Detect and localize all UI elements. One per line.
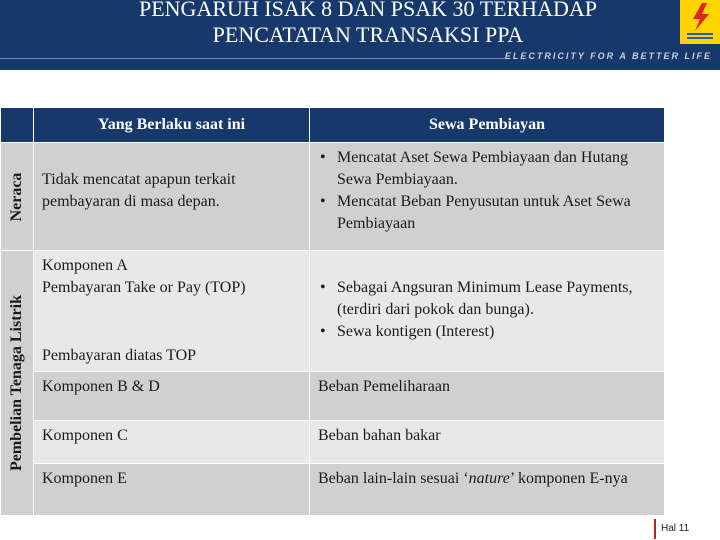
- komponen-e-current-cell: [34, 464, 310, 516]
- pln-logo: [680, 0, 720, 44]
- neraca-current-text: Tidak mencatat apapun terkait pembayaran di masa depan.: [42, 171, 236, 210]
- table-row-neraca: [1, 143, 665, 251]
- komponen-c-lease-cell: [310, 421, 665, 464]
- komponen-a-lease-list: [318, 277, 656, 343]
- komponen-a-top: Pembayaran Take or Pay (TOP): [42, 279, 246, 296]
- row-label-neraca: Neraca: [8, 172, 25, 221]
- comparison-table: [0, 107, 664, 516]
- komponen-e-lease: [310, 464, 664, 494]
- komponen-c-lease: Beban bahan bakar: [318, 427, 441, 444]
- neraca-lease-list: [318, 147, 656, 235]
- table-row-komponen-a: [1, 251, 665, 372]
- neraca-lease-cell: [310, 143, 665, 251]
- komponen-a-current-cell: [34, 251, 310, 372]
- komponen-e-lease-italic: nature: [468, 470, 510, 487]
- row-label-pembelian-cell: [1, 251, 34, 516]
- komponen-a-lease-cell: [310, 251, 665, 372]
- list-item: • Sewa kontigen (Interest): [318, 321, 656, 343]
- komponen-c-current: Komponen C: [42, 427, 128, 444]
- page-title: [68, 0, 668, 48]
- title-line-2: PENCATATAN TRANSAKSI PPA: [212, 22, 524, 47]
- komponen-bd-current: Komponen B & D: [42, 378, 160, 395]
- komponen-a-above-top: Pembayaran diatas TOP: [42, 347, 197, 364]
- komponen-e-lease-pre: Beban lain-lain sesuai ‘: [318, 470, 469, 487]
- col-header-lease: Sewa Pembiayan: [310, 108, 665, 143]
- lightning-icon: [684, 2, 716, 42]
- table-row-komponen-c: [1, 421, 665, 464]
- col-header-current: Yang Berlaku saat ini: [34, 108, 310, 143]
- table-row-komponen-bd: [1, 372, 665, 421]
- komponen-e-current: Komponen E: [42, 470, 127, 487]
- komponen-c-current-cell: [34, 421, 310, 464]
- komponen-e-lease-post: ’ komponen E-nya: [509, 470, 628, 487]
- komponen-a-title: Komponen A: [42, 257, 128, 274]
- komponen-bd-lease: Beban Pemeliharaan: [318, 378, 450, 395]
- table-header-row: [1, 108, 665, 143]
- row-label-neraca-cell: [1, 143, 34, 251]
- header-band: [0, 0, 720, 70]
- header-corner: [1, 108, 34, 143]
- list-item: • Mencatat Aset Sewa Pembiayaan dan Hutang Sewa Pembiayaan.: [318, 147, 656, 191]
- komponen-e-lease-cell: [310, 464, 665, 516]
- title-line-1: PENGARUH ISAK 8 DAN PSAK 30 TERHADAP: [139, 0, 597, 21]
- komponen-bd-lease-cell: [310, 372, 665, 421]
- table-row-komponen-e: [1, 464, 665, 516]
- list-item: • Mencatat Beban Penyusutan untuk Aset Sewa Pembiayaan: [318, 191, 656, 235]
- list-item: • Sebagai Angsuran Minimum Lease Payments, (terdiri dari pokok dan bunga).: [318, 277, 656, 321]
- page-number: Hal 11: [654, 519, 689, 539]
- komponen-bd-current-cell: [34, 372, 310, 421]
- row-label-pembelian: Pembelian Tenaga Listrik: [8, 294, 25, 472]
- tagline-divider: [0, 58, 505, 59]
- neraca-current-cell: [34, 143, 310, 251]
- tagline: ELECTRICITY FOR A BETTER LIFE: [504, 51, 712, 61]
